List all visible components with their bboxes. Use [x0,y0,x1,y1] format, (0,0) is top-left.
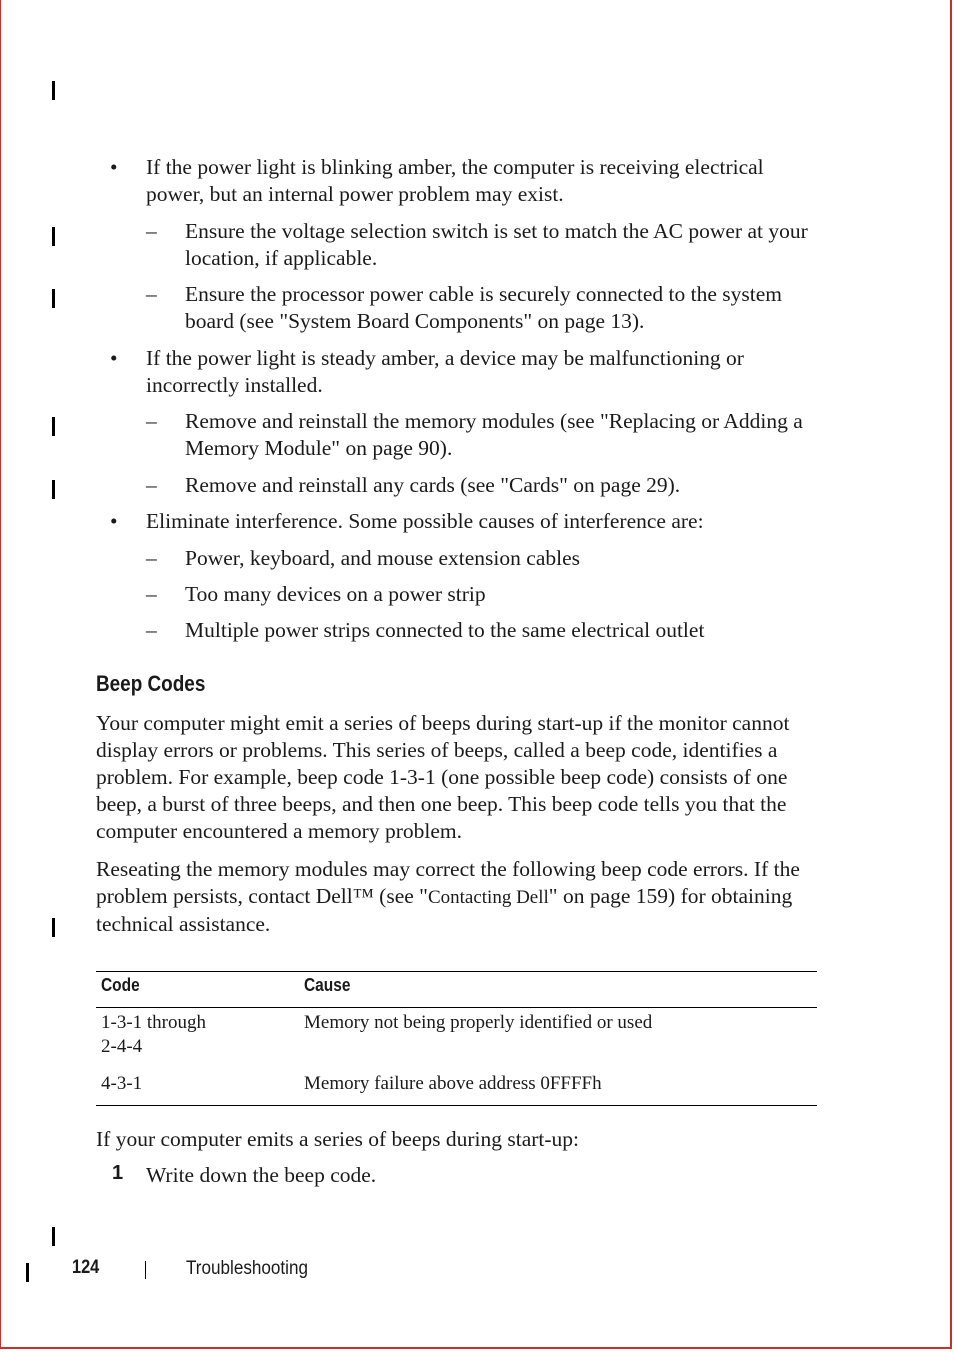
change-bar [52,417,55,436]
sub-item: Ensure the voltage selection switch is set to match the AC power at your location, if applicable. [185,219,808,270]
footer-separator [145,1261,146,1279]
change-bar [52,289,55,308]
table-cell-code: 4-3-1 [101,1073,143,1094]
dash-marker: – [146,473,157,497]
paragraph-text: " on page 159) for obtaining technical assistance. [96,884,793,936]
table-cell-code [101,1011,206,1059]
bullet-marker: • [110,346,118,370]
bullet-marker: • [110,509,118,533]
table-header-rule [96,1007,817,1008]
bullet-marker: • [110,155,118,179]
table-top-rule [96,971,817,972]
dash-marker: – [146,409,157,433]
sub-item: Ensure the processor power cable is securely connected to the system board (see "System Board Components" on page 13). [185,282,783,333]
dash-marker: – [146,546,157,570]
section-heading: Beep Codes [96,671,206,696]
paragraph-reseat [96,856,824,938]
paragraph-text: Reseating the memory modules may correct the following beep code errors. If the problem persists, contact Dell™ (see " [96,857,800,908]
sub-item: Remove and reinstall any cards (see "Cards" on page 29). [185,473,681,497]
dash-marker: – [146,582,157,606]
change-bar [52,81,55,100]
page-number: 124 [72,1257,100,1278]
dash-marker: – [146,219,157,243]
change-bar [52,1227,55,1246]
footer-section-title: Troubleshooting [186,1258,309,1279]
code-line: 2-4-4 [101,1036,143,1057]
table-cell-cause: Memory not being properly identified or used [304,1012,653,1033]
table-header-cause: Cause [304,975,351,995]
paragraph-steps-intro: If your computer emits a series of beeps during start-up: [96,1127,580,1151]
bullet-item: If the power light is steady amber, a device may be malfunctioning or incorrectly installed. [146,346,744,397]
table-bottom-rule [96,1105,817,1106]
sub-item: Power, keyboard, and mouse extension cables [185,546,580,570]
change-bar [52,918,55,937]
bullet-item: If the power light is blinking amber, the computer is receiving electrical power, but an internal power problem may exist. [146,155,764,206]
sub-item: Too many devices on a power strip [185,582,486,606]
cross-reference-link[interactable]: Contacting Dell [427,887,549,908]
paragraph-intro: Your computer might emit a series of beeps during start-up if the monitor cannot display errors or problems. This series of beeps, called a beep code, identifies a problem. For example, beep code 1-3-1 (one possible beep code) consists of one beep, a burst of three beeps, and then one beep. This beep code tells you that the computer encountered a memory problem. [96,711,790,843]
dash-marker: – [146,282,157,306]
bullet-item: Eliminate interference. Some possible causes of interference are: [146,509,704,533]
step-text: Write down the beep code. [146,1163,377,1187]
change-bar [52,227,55,246]
change-bar [26,1263,29,1282]
table-header-code: Code [101,975,140,995]
step-number: 1 [112,1162,124,1184]
change-bar [52,480,55,499]
dash-marker: – [146,618,157,642]
code-line: 1-3-1 through [101,1012,207,1033]
sub-item: Multiple power strips connected to the same electrical outlet [185,618,705,642]
sub-item: Remove and reinstall the memory modules (see "Replacing or Adding a Memory Module" on page 90). [185,409,803,460]
table-cell-cause: Memory failure above address 0FFFFh [304,1073,602,1094]
